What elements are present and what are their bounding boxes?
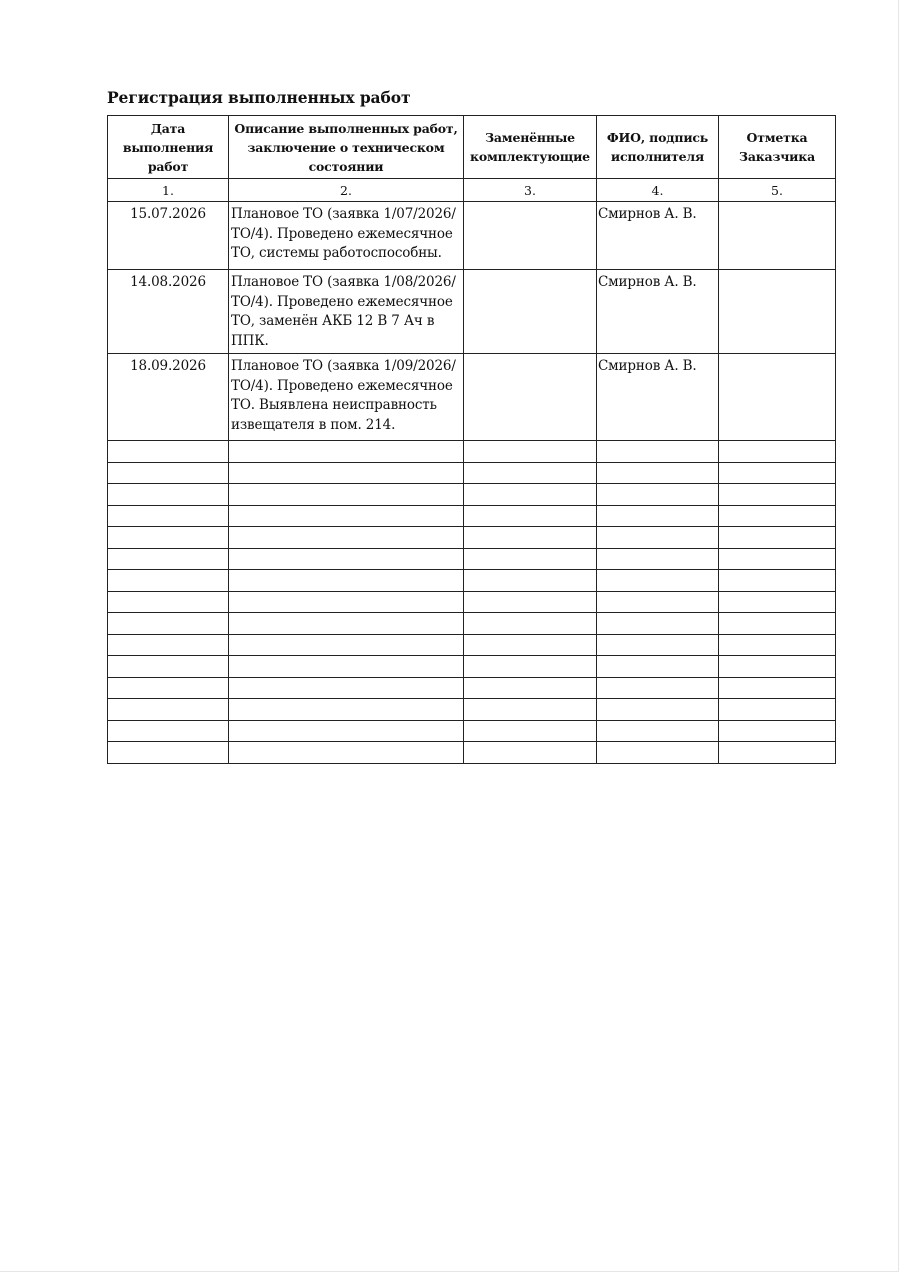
empty-executor-cell <box>597 699 719 721</box>
empty-date-cell <box>108 656 229 678</box>
empty-replaced-parts-cell <box>464 720 597 742</box>
header-customer-mark <box>719 116 836 179</box>
empty-customer-mark-cell <box>719 699 836 721</box>
empty-date-cell <box>108 677 229 699</box>
empty-replaced-parts-cell <box>464 742 597 764</box>
column-number-row <box>108 179 836 202</box>
empty-executor-cell <box>597 742 719 764</box>
header-replaced-parts-label: Заменённые комплектующие <box>470 130 590 164</box>
empty-executor-cell <box>597 462 719 484</box>
date-cell: 15.07.2026 <box>108 202 229 270</box>
empty-customer-mark-cell <box>719 441 836 463</box>
empty-date-cell <box>108 742 229 764</box>
header-customer-mark-label: Отметка Заказчика <box>739 130 815 164</box>
empty-replaced-parts-cell <box>464 634 597 656</box>
empty-date-cell <box>108 613 229 635</box>
column-number: 4. <box>597 179 719 202</box>
empty-date-cell <box>108 634 229 656</box>
replaced-parts-cell <box>464 202 597 270</box>
header-date <box>108 116 229 179</box>
header-executor <box>597 116 719 179</box>
empty-executor-cell <box>597 720 719 742</box>
empty-description-cell <box>229 656 464 678</box>
empty-customer-mark-cell <box>719 742 836 764</box>
empty-replaced-parts-cell <box>464 677 597 699</box>
empty-customer-mark-cell <box>719 677 836 699</box>
empty-description-cell <box>229 591 464 613</box>
empty-description-cell <box>229 548 464 570</box>
empty-executor-cell <box>597 441 719 463</box>
header-row <box>108 116 836 179</box>
empty-customer-mark-cell <box>719 570 836 592</box>
empty-table-row <box>108 634 836 656</box>
table-row <box>108 270 836 354</box>
empty-table-row <box>108 677 836 699</box>
empty-executor-cell <box>597 570 719 592</box>
empty-table-row <box>108 699 836 721</box>
empty-customer-mark-cell <box>719 656 836 678</box>
empty-table-row <box>108 656 836 678</box>
customer-mark-cell <box>719 354 836 441</box>
empty-description-cell <box>229 505 464 527</box>
empty-replaced-parts-cell <box>464 591 597 613</box>
empty-description-cell <box>229 484 464 506</box>
empty-table-row <box>108 484 836 506</box>
empty-replaced-parts-cell <box>464 527 597 549</box>
work-log-table <box>107 115 836 764</box>
empty-date-cell <box>108 548 229 570</box>
empty-executor-cell <box>597 484 719 506</box>
table-row <box>108 354 836 441</box>
empty-table-row <box>108 505 836 527</box>
document-title: Регистрация выполненных работ <box>107 88 411 107</box>
empty-table-row <box>108 591 836 613</box>
empty-table-row <box>108 742 836 764</box>
empty-executor-cell <box>597 591 719 613</box>
empty-replaced-parts-cell <box>464 548 597 570</box>
header-date-label: Дата выполнения работ <box>122 120 214 174</box>
empty-customer-mark-cell <box>719 634 836 656</box>
empty-customer-mark-cell <box>719 591 836 613</box>
empty-table-row <box>108 527 836 549</box>
empty-description-cell <box>229 634 464 656</box>
empty-executor-cell <box>597 527 719 549</box>
description-cell: Плановое ТО (заявка 1/09/2026/ТО/4). Проведено ежемесячное ТО. Выявлена неисправность извещателя в пом. 214. <box>229 354 464 441</box>
column-number: 2. <box>229 179 464 202</box>
empty-replaced-parts-cell <box>464 570 597 592</box>
empty-table-row <box>108 613 836 635</box>
table-row <box>108 202 836 270</box>
header-description-label: Описание выполненных работ, заключение о техническом состоянии <box>234 120 458 174</box>
empty-date-cell <box>108 720 229 742</box>
empty-description-cell <box>229 720 464 742</box>
empty-executor-cell <box>597 634 719 656</box>
empty-date-cell <box>108 505 229 527</box>
empty-customer-mark-cell <box>719 505 836 527</box>
empty-description-cell <box>229 677 464 699</box>
description-cell: Плановое ТО (заявка 1/07/2026/ТО/4). Проведено ежемесячное ТО, системы работоспособны. <box>229 202 464 270</box>
empty-table-row <box>108 570 836 592</box>
empty-executor-cell <box>597 505 719 527</box>
empty-date-cell <box>108 484 229 506</box>
empty-replaced-parts-cell <box>464 462 597 484</box>
date-cell: 18.09.2026 <box>108 354 229 441</box>
empty-customer-mark-cell <box>719 613 836 635</box>
empty-description-cell <box>229 570 464 592</box>
empty-replaced-parts-cell <box>464 441 597 463</box>
empty-replaced-parts-cell <box>464 699 597 721</box>
empty-date-cell <box>108 591 229 613</box>
empty-date-cell <box>108 441 229 463</box>
empty-executor-cell <box>597 677 719 699</box>
empty-date-cell <box>108 527 229 549</box>
executor-cell: Смирнов А. В. <box>597 270 719 354</box>
empty-description-cell <box>229 441 464 463</box>
empty-description-cell <box>229 527 464 549</box>
executor-cell: Смирнов А. В. <box>597 354 719 441</box>
empty-date-cell <box>108 570 229 592</box>
empty-customer-mark-cell <box>719 548 836 570</box>
replaced-parts-cell <box>464 354 597 441</box>
customer-mark-cell <box>719 270 836 354</box>
empty-executor-cell <box>597 613 719 635</box>
empty-executor-cell <box>597 656 719 678</box>
column-number: 3. <box>464 179 597 202</box>
empty-customer-mark-cell <box>719 484 836 506</box>
empty-table-row <box>108 462 836 484</box>
empty-description-cell <box>229 742 464 764</box>
column-number: 5. <box>719 179 836 202</box>
empty-table-row <box>108 720 836 742</box>
empty-table-row <box>108 548 836 570</box>
empty-replaced-parts-cell <box>464 505 597 527</box>
header-executor-label: ФИО, подпись исполнителя <box>606 130 709 164</box>
empty-replaced-parts-cell <box>464 613 597 635</box>
empty-date-cell <box>108 462 229 484</box>
empty-description-cell <box>229 462 464 484</box>
customer-mark-cell <box>719 202 836 270</box>
empty-table-row <box>108 441 836 463</box>
empty-date-cell <box>108 699 229 721</box>
date-cell: 14.08.2026 <box>108 270 229 354</box>
empty-customer-mark-cell <box>719 462 836 484</box>
header-replaced-parts <box>464 116 597 179</box>
empty-executor-cell <box>597 548 719 570</box>
executor-cell: Смирнов А. В. <box>597 202 719 270</box>
empty-customer-mark-cell <box>719 720 836 742</box>
empty-customer-mark-cell <box>719 527 836 549</box>
empty-description-cell <box>229 613 464 635</box>
header-description <box>229 116 464 179</box>
empty-replaced-parts-cell <box>464 656 597 678</box>
replaced-parts-cell <box>464 270 597 354</box>
column-number: 1. <box>108 179 229 202</box>
description-cell: Плановое ТО (заявка 1/08/2026/ТО/4). Проведено ежемесячное ТО, заменён АКБ 12 В 7 Ач в ППК. <box>229 270 464 354</box>
empty-replaced-parts-cell <box>464 484 597 506</box>
empty-description-cell <box>229 699 464 721</box>
